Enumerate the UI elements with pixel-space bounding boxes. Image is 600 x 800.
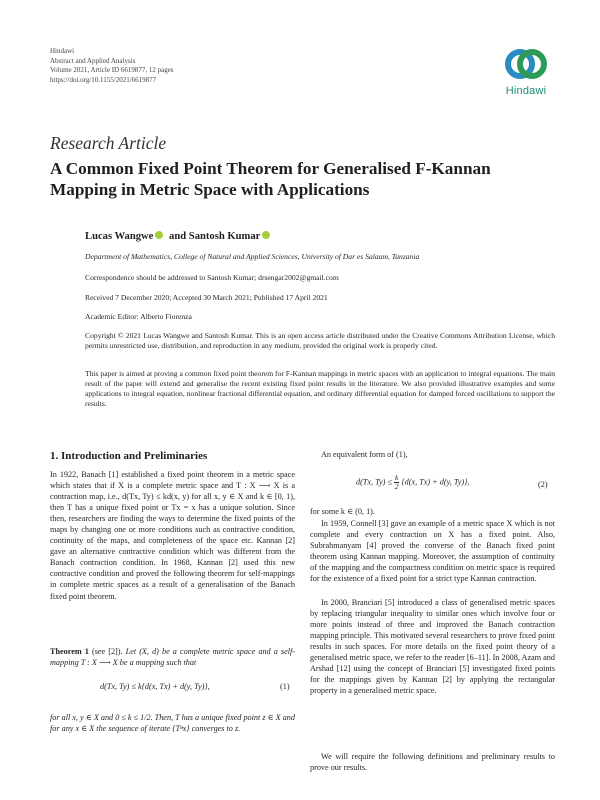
logo-wordmark: Hindawi — [505, 85, 547, 97]
paragraph: In 2000, Branciari [5] introduced a class of generalised metric spaces by replacing triangular inequality to similar ones which involve four or more points instead of three and improved the Banach contraction mapping principle. This motivated several researchers to prove fixed point results in such spaces. For more details on the fixed point theory of a generalised metric space, we refer to the reader [6–11]. In 2008, Azam and Arshad [12] using the concept of Branciari [5] investigated fixed points for the mappings given by Kannan [2] by applying the rectangular property in a generalised metric space. — [310, 598, 555, 696]
doi-link[interactable]: https://doi.org/10.1155/2021/6619877 — [50, 75, 157, 84]
volume-line: Volume 2021, Article ID 6619877, 12 pages — [50, 66, 174, 75]
author-conjunction: and — [169, 231, 187, 242]
equation-2 — [356, 474, 469, 491]
copyright-notice: Copyright © 2021 Lucas Wangwe and Santosh Kumar. This is an open access article distributed under the Creative Commons Attribution License, which permits unrestricted use, distribution, and reproduction in any medium, provided the original work is properly cited. — [85, 331, 555, 350]
paragraph: We will require the following definitions and preliminary results to prove our results. — [310, 752, 555, 773]
theorem-text: Let (X, d) be a complete metric space and a self-mapping T : X ⟶ X be a mapping such that — [50, 647, 295, 668]
journal-header — [50, 47, 174, 85]
abstract: This paper is aimed at proving a common fixed point theorem for F-Kannan mappings in metric spaces with an application to integral equations. The main result of the paper will extend and generalise the recent existing fixed point results in the literature. We also provided illustrative examples and some applications to integral equation, nonlinear fractional differential equation, and ordinary differential equation for damped forced oscillations to support the results. — [85, 369, 555, 408]
equation-2-left: d(Tx, Ty) ≤ — [356, 477, 392, 487]
article-type: Research Article — [50, 133, 167, 153]
publisher-name: Hindawi — [50, 47, 75, 55]
article-title: A Common Fixed Point Theorem for Generalised F-Kannan Mapping in Metric Space with Applications — [50, 159, 491, 199]
equation-number: (1) — [280, 682, 290, 691]
paragraph: An equivalent form of (1), — [321, 450, 408, 459]
theorem-citation: (see [2]). — [91, 647, 123, 656]
fraction — [394, 474, 399, 491]
theorem-label: Theorem 1 — [50, 647, 89, 656]
theorem-statement — [50, 646, 295, 668]
affiliation: Department of Mathematics, College of Natural and Applied Sciences, University of Dar es Salaam, Tanzania — [85, 252, 420, 261]
fraction-denominator: 2 — [394, 482, 399, 491]
author-list — [85, 231, 273, 242]
author-name[interactable]: Lucas Wangwe — [85, 231, 154, 242]
equation-2-right: {d(x, Tx) + d(y, Ty)}, — [401, 477, 470, 487]
publication-dates: Received 7 December 2020; Accepted 30 March 2021; Published 17 April 2021 — [85, 293, 328, 302]
journal-name: Abstract and Applied Analysis — [50, 56, 136, 65]
paragraph: In 1959, Connell [3] gave an example of a metric space X which is not complete and every contraction on X has a fixed point. Also, Subrahmanyam [4] proved the converse of the Banach fixed point theorem using Kannan mapping. Moreover, the assumption of continuity of the mapping and the compactness condition on metric space is required for the existence of a fixed point for a strict type Kannan contraction. — [310, 519, 555, 584]
paragraph: In 1922, Banach [1] established a fixed point theorem in a metric space which states that if X is a complete metric space and T : X ⟶ X is a contraction map, i.e., d(Tx, Ty) ≤ kd(x, y) for all x, y ∈ X and k ∈ [0, 1), then T has a unique fixed point or Tx = x has a unique solution. Since then, researchers are finding the ways to determine the fixed points of the maps by changing one or more conditions such as contractive condition, continuity of the maps, and completeness of the space etc. Kannan [2] gave an alternative contractive condition which was different from the Banach contraction condition. In 1968, Kannan [2] used this new contractive condition and proved the following theorem for self-mappings in complete metric spaces as a result of a generalisation of the Banach fixed point theorem. — [50, 470, 295, 601]
hindawi-rings-icon — [504, 44, 548, 84]
orcid-icon[interactable] — [262, 231, 270, 239]
correspondence: Correspondence should be addressed to Santosh Kumar; drsengar2002@gmail.com — [85, 273, 339, 282]
fraction-numerator: k — [395, 473, 399, 482]
academic-editor: Academic Editor: Alberto Fiorenza — [85, 312, 192, 321]
paragraph: for some k ∈ (0, 1). — [310, 507, 375, 516]
theorem-conclusion: for all x, y ∈ X and 0 ≤ k ≤ 1/2. Then, T has a unique fixed point z ∈ X and for any x ∈ X the sequence of iterate {Tⁿx} converges to z. — [50, 713, 295, 734]
equation-number: (2) — [538, 480, 548, 489]
hindawi-logo — [497, 44, 555, 104]
author-name[interactable]: Santosh Kumar — [188, 231, 261, 242]
equation-1: d(Tx, Ty) ≤ k{d(x, Tx) + d(y, Ty)}, — [100, 682, 210, 691]
orcid-icon[interactable] — [155, 231, 163, 239]
section-heading: 1. Introduction and Preliminaries — [50, 450, 208, 462]
